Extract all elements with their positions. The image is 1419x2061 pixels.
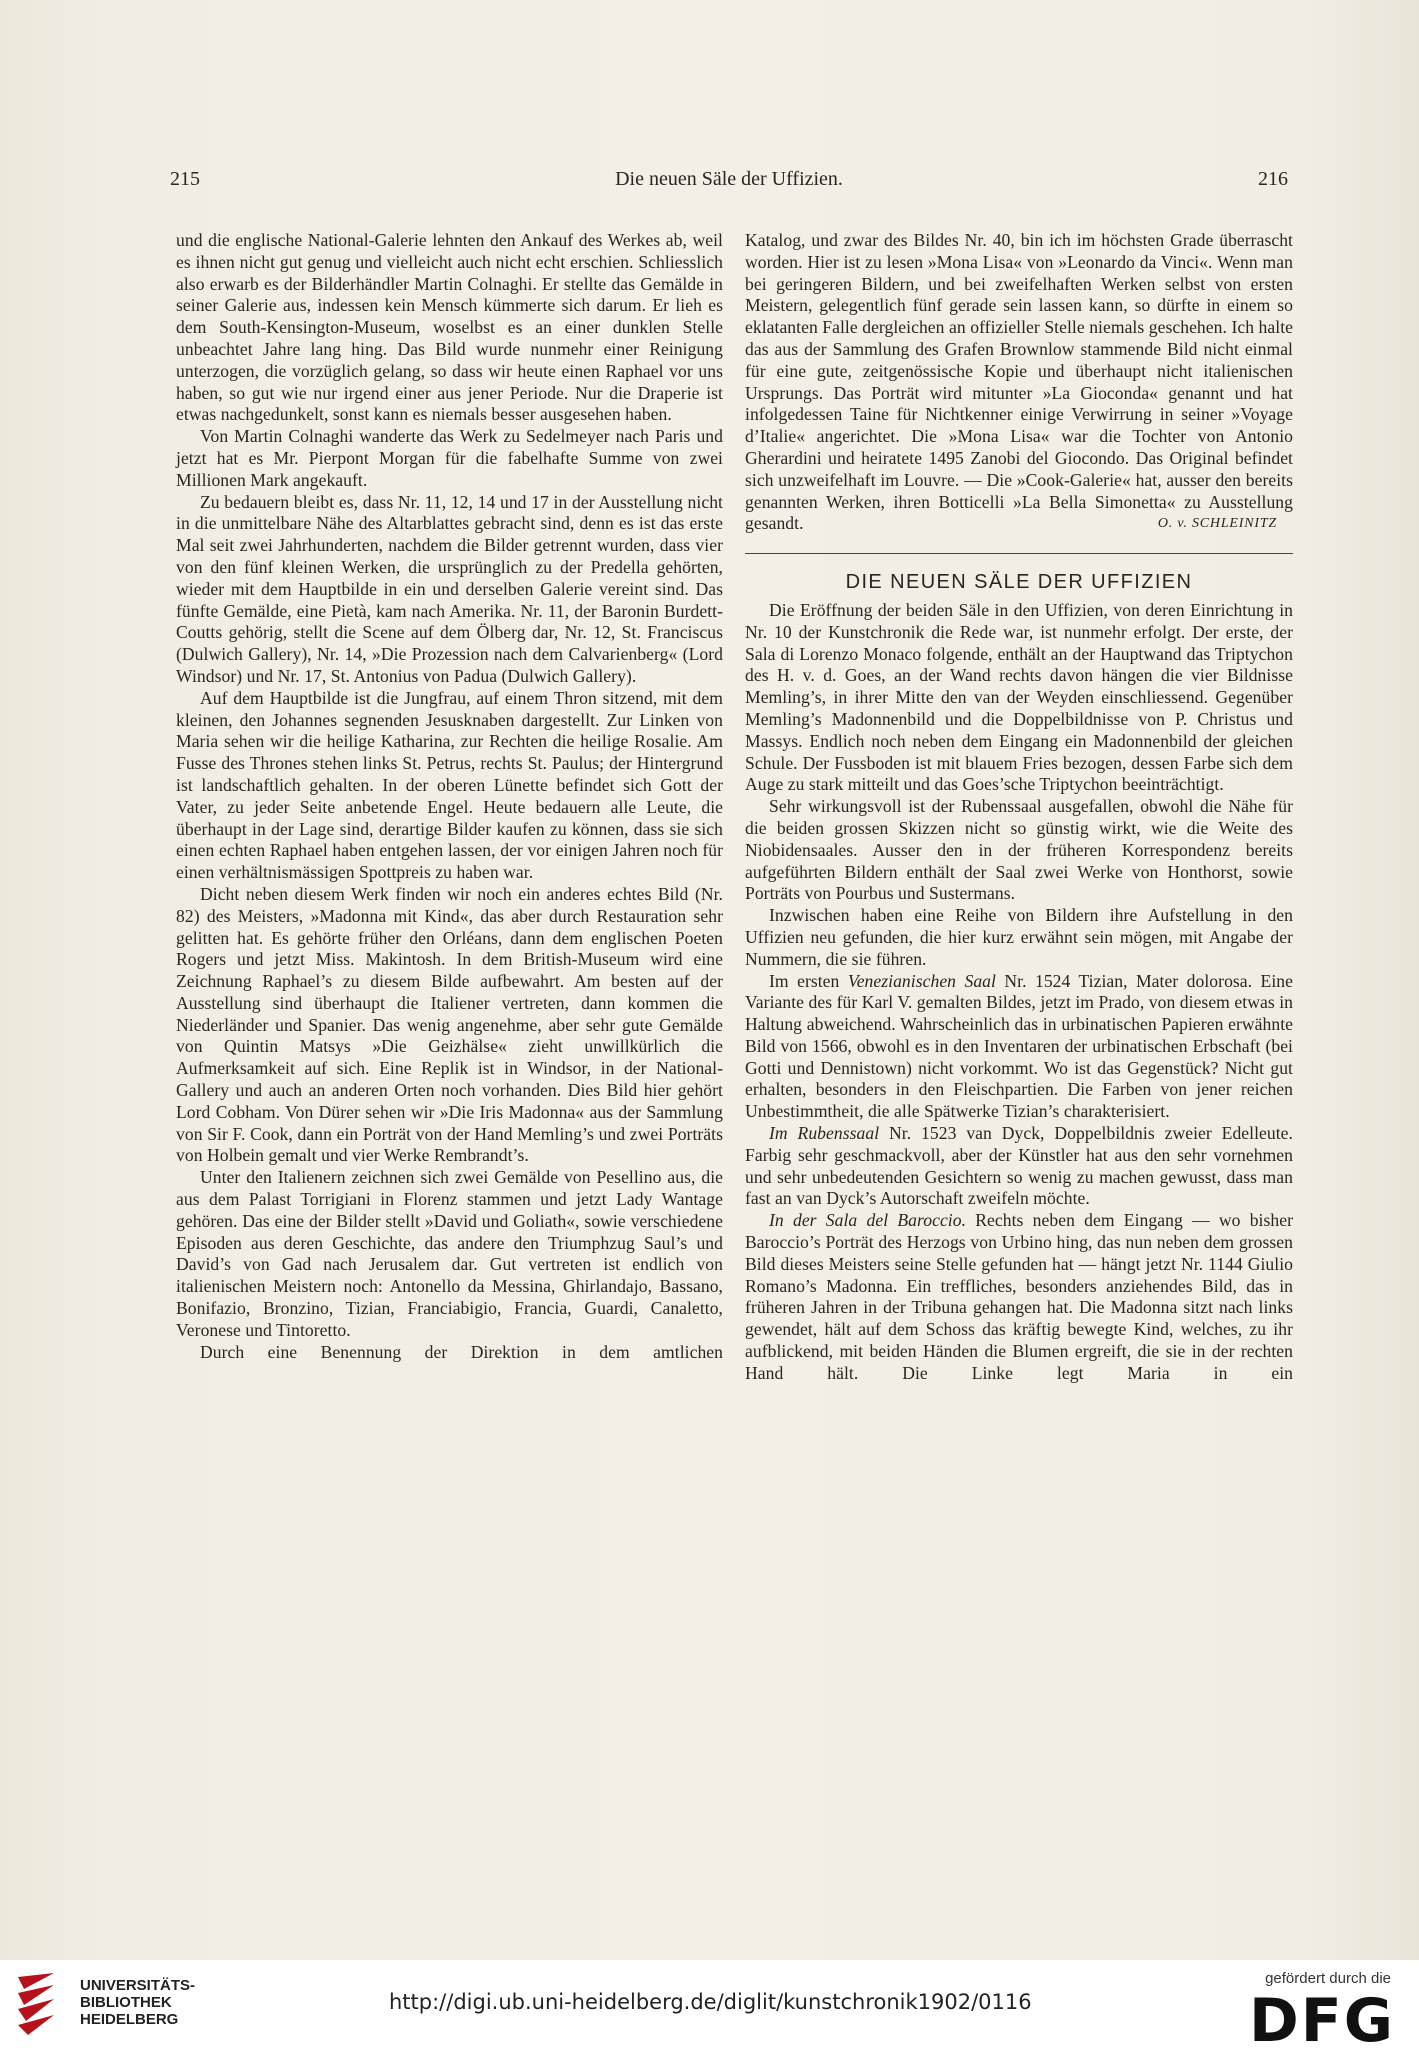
permalink-url[interactable]: http://digi.ub.uni-heidelberg.de/diglit/kunstchronik1902/0116 — [389, 1990, 1032, 2014]
paragraph: und die englische National-Galerie lehnten den Ankauf des Werkes ab, weil es ihnen nicht gut genug und vielleicht auch nicht echt erschien. Schliesslich also erwarb es der Bilderhändler Martin Colnaghi. Er stellte das Gemälde in seiner Galerie aus, indessen kein Mensch kümmerte sich darum. Er lieh es dem South-Kensington-Museum, woselbst es an einer dunklen Stelle unbeachtet Jahre lang hing. Das Bild wurde nunmehr einer Reinigung unterzogen, die vorzüglich gelang, so dass wir heute einen Raphael vor uns haben, so gut wie nur irgend einer aus jener Periode. Nur die Draperie ist etwas nachgedunkelt, sonst kann es niemals besser ausgesehen haben. — [176, 230, 723, 425]
paragraph — [745, 971, 1293, 1124]
funding-label: gefördert durch die — [1265, 1970, 1391, 1987]
page-number-right: 216 — [1258, 168, 1288, 190]
paragraph — [745, 1210, 1293, 1384]
author-signature: O. v. SCHLEINITZ — [1157, 516, 1277, 532]
library-logo-icon[interactable] — [14, 1971, 58, 2037]
paragraph: Von Martin Colnaghi wanderte das Werk zu Sedelmeyer nach Paris und jetzt hat es Mr. Pierpont Morgan für die fabelhafte Summe von zwei Millionen Mark angekauft. — [176, 426, 723, 490]
library-name[interactable] — [80, 1977, 195, 2028]
dfg-logo[interactable]: DFG — [1248, 1986, 1395, 2056]
paragraph: Inzwischen haben eine Reihe von Bildern ihre Aufstellung in den Uffizien neu gefunden, die hier kurz erwähnt sein mögen, mit Angabe der Nummern, die sie führen. — [745, 905, 1293, 969]
text-run: Nr. 1524 Tizian, Mater dolorosa. Eine Variante des für Karl V. gemalten Bildes, jetzt im Prado, von diesem etwas in Haltung abweichend. Wahrscheinlich das in urbinatischen Papieren erwähnte Bild von 1566, obwohl es in den Inventaren der urbinatischen Erbschaft (bei Gotti und Dennistown) nicht vorkommt. Wo ist das Gegenstück? Nicht gut erhalten, besonders in den Fleischpartien. Die Farben von jener reichen Unbestimmtheit, die alle Spätwerke Tizian’s charakterisiert. — [745, 970, 1293, 1122]
page-number-left: 215 — [170, 168, 200, 190]
italic-term: Im Rubenssaal — [769, 1123, 880, 1144]
paragraph: Dicht neben diesem Werk finden wir noch ein anderes echtes Bild (Nr. 82) des Meisters, »Madonna mit Kind«, das aber durch Restauration sehr gelitten hat. Es gehörte früher den Orléans, dann dem englischen Poeten Rogers und jetzt Miss. Makintosh. In dem British-Museum wird eine Zeichnung Raphael’s zu diesem Bilde aufbewahrt. Am besten auf der Ausstellung sind überhaupt die Italiener vertreten, dann kommen die Niederländer und Spanier. Das wenig angenehme, aber sehr gute Gemälde von Quintin Matsys »Die Geizhälse« zieht unwillkürlich die Aufmerksamkeit auf sich. Eine Replik ist in Windsor, in der National-Gallery und auch an anderen Orten noch vorhanden. Dies Bild hier gehört Lord Cobham. Von Dürer sehen wir »Die Iris Madonna« aus der Sammlung von Sir F. Cook, dann ein Porträt von der Hand Memling’s und zwei Porträts von Holbein gemalt und vier Werke Rembrandt’s. — [176, 883, 723, 1166]
library-name-line: BIBLIOTHEK — [80, 1994, 172, 2011]
text-run: Rechts neben dem Eingang — wo bisher Baroccio’s Porträt des Herzogs von Urbino hing, das nun neben dem grossen Bild dieses Meisters seine Stelle gefunden hat — hängt jetzt Nr. 1144 Giulio Romano’s Madonna. Ein treffliches, besonders anziehendes Bild, das in früheren Jahren in der Tribuna gehangen hat. Die Madonna sitzt nach links gewendet, hält auf dem Schoss das kräftig bewegte Kind, welches, zu ihr aufblickend, mit beiden Händen die Blumen ergreift, die sie in der rechten Hand hält. Die Linke legt Maria in ein — [745, 1210, 1293, 1383]
paragraph: Unter den Italienern zeichnen sich zwei Gemälde von Pesellino aus, die aus dem Palast Torrigiani in Florenz stammen und jetzt Lady Wantage gehören. Das eine der Bilder stellt »David und Goliath«, sowie verschiedene Episoden aus deren Geschichte, das andere den Triumphzug Saul’s und David’s von Gad nach Jerusalem dar. Gut vertreten ist endlich von italienischen Meistern noch: Antonello da Messina, Ghirlandajo, Bassano, Bonifazio, Bronzino, Tizian, Franciabigio, Francia, Guardi, Canaletto, Veronese und Tintoretto. — [176, 1167, 723, 1340]
digitization-footer — [0, 1960, 1419, 2061]
italic-term: Venezianischen Saal — [847, 970, 996, 991]
text-run: Im ersten — [769, 970, 848, 991]
section-divider — [745, 553, 1293, 554]
running-title: Die neuen Säle der Uffizien. — [615, 168, 843, 190]
text-run: Nr. 1523 van Dyck, Doppelbildnis zweier Edelleute. Farbig sehr geschmackvoll, aber der Künstler hat aus den sehr vornehmen und sehr unbedeutenden Gesichtern so wenig zu machen gewusst, dass man fast an van Dyck’s Autorschaft zweifeln möchte. — [745, 1123, 1293, 1209]
paragraph — [745, 1123, 1293, 1210]
paragraph: Durch eine Benennung der Direktion in dem amtlichen — [200, 1341, 723, 1362]
paragraph: Zu bedauern bleibt es, dass Nr. 11, 12, 14 und 17 in der Ausstellung nicht in die unmittelbare Nähe des Altarblattes gebracht sind, denn es ist das erste Mal seit zwei Jahrhunderten, nachdem die Bilder getrennt wurden, dass vier von den fünf kleinen Werken, die ursprünglich zu der Predella gehörten, wieder mit dem Hauptbilde in ein und derselben Galerie vereint sind. Das fünfte Gemälde, eine Pietà, kam nach Amerika. Nr. 11, der Baronin Burdett-Coutts gehörig, stellt die Scene auf dem Ölberg dar, Nr. 12, St. Franciscus (Dulwich Gallery), Nr. 14, »Die Prozession nach dem Calvarienberg« (Lord Windsor) und Nr. 17, St. Antonius von Padua (Dulwich Gallery). — [176, 491, 723, 686]
left-column — [176, 230, 723, 1363]
library-name-line: UNIVERSITÄTS- — [80, 1977, 196, 1994]
paragraph: Katalog, und zwar des Bildes Nr. 40, bin ich im höchsten Grade überrascht worden. Hier ist zu lesen »Mona Lisa« von »Leonardo da Vinci«. Wenn man bei geringeren Bildern, und bei zweifelhaften Werken selbst von ersten Meistern, gelegentlich fünf gerade sein lassen kann, so dürfte in einem so eklatanten Falle dergleichen an offizieller Stelle niemals geschehen. Ich halte das aus der Sammlung des Grafen Brownlow stammende Bild nicht einmal für eine gute, zeitgenössische Kopie und überhaupt nicht italienischen Ursprungs. Das Porträt wird mitunter »La Gioconda« genannt und hat infolgedessen Taine für Nichtkenner einige Verwirrung in seiner »Voyage d’Italie« angerichtet. Die »Mona Lisa« war die Tochter von Antonio Gherardini und heiratete 1495 Zanobi del Giocondo. Das Original befindet sich unzweifelhaft im Louvre. — Die »Cook-Galerie« hat, ausser den bereits genannten Werken, ihren Botticelli »La Bella Simonetta« zu Ausstellung gesandt. — [745, 230, 1293, 534]
section-title: DIE NEUEN SÄLE DER UFFIZIEN — [845, 571, 1193, 594]
library-name-line: HEIDELBERG — [80, 2011, 179, 2028]
paragraph: Auf dem Hauptbilde ist die Jungfrau, auf einem Thron sitzend, mit dem kleinen, den Johannes segnenden Jesusknaben dargestellt. Zur Linken von Maria sehen wir die heilige Katharina, zur Rechten die heilige Rosalie. Am Fusse des Thrones stehen links St. Petrus, rechts St. Paulus; der Hintergrund ist landschaftlich gehalten. In der oberen Lünette befindet sich Gott der Vater, zu jeder Seite anbetende Engel. Heute bedauern alle Leute, die überhaupt in der Lage sind, derartige Bilder kaufen zu können, dass sie sich einen echten Raphael haben entgehen lassen, der vor einigen Jahren noch für einen verhältnismässigen Spottpreis zu haben war. — [176, 687, 723, 883]
running-head — [170, 168, 1288, 198]
paragraph: Die Eröffnung der beiden Säle in den Uffizien, von deren Einrichtung in Nr. 10 der Kunstchronik die Rede war, ist nunmehr erfolgt. Der erste, der Sala di Lorenzo Monaco folgende, enthält an der Hauptwand das Triptychon des H. v. d. Goes, an der Wand rechts davon hängen die vier Bildnisse Memling’s, in ihrer Mitte den van der Weyden einschliessend. Gegenüber Memling’s Madonnenbild und die Doppelbildnisse von P. Christus und Massys. Endlich noch neben dem Eingang ein Madonnenbild der gleichen Schule. Der Fussboden ist mit blauem Fries bezogen, dessen Farbe sich dem Auge zu stark mitteilt und das Goes’sche Triptychon beeinträchtigt. — [745, 599, 1293, 795]
paragraph: Sehr wirkungsvoll ist der Rubenssaal ausgefallen, obwohl die Nähe für die beiden grossen Skizzen nicht so günstig wirkt, wie die Weite des Niobidensaales. Ausser den in der früheren Korrespondenz bereits aufgeführten Bildern enthält der Saal zwei Werke von Honthorst, sowie Porträts von Pourbus und Sustermans. — [745, 796, 1293, 904]
italic-term: In der Sala del Baroccio. — [769, 1210, 967, 1231]
right-column — [745, 230, 1293, 1385]
